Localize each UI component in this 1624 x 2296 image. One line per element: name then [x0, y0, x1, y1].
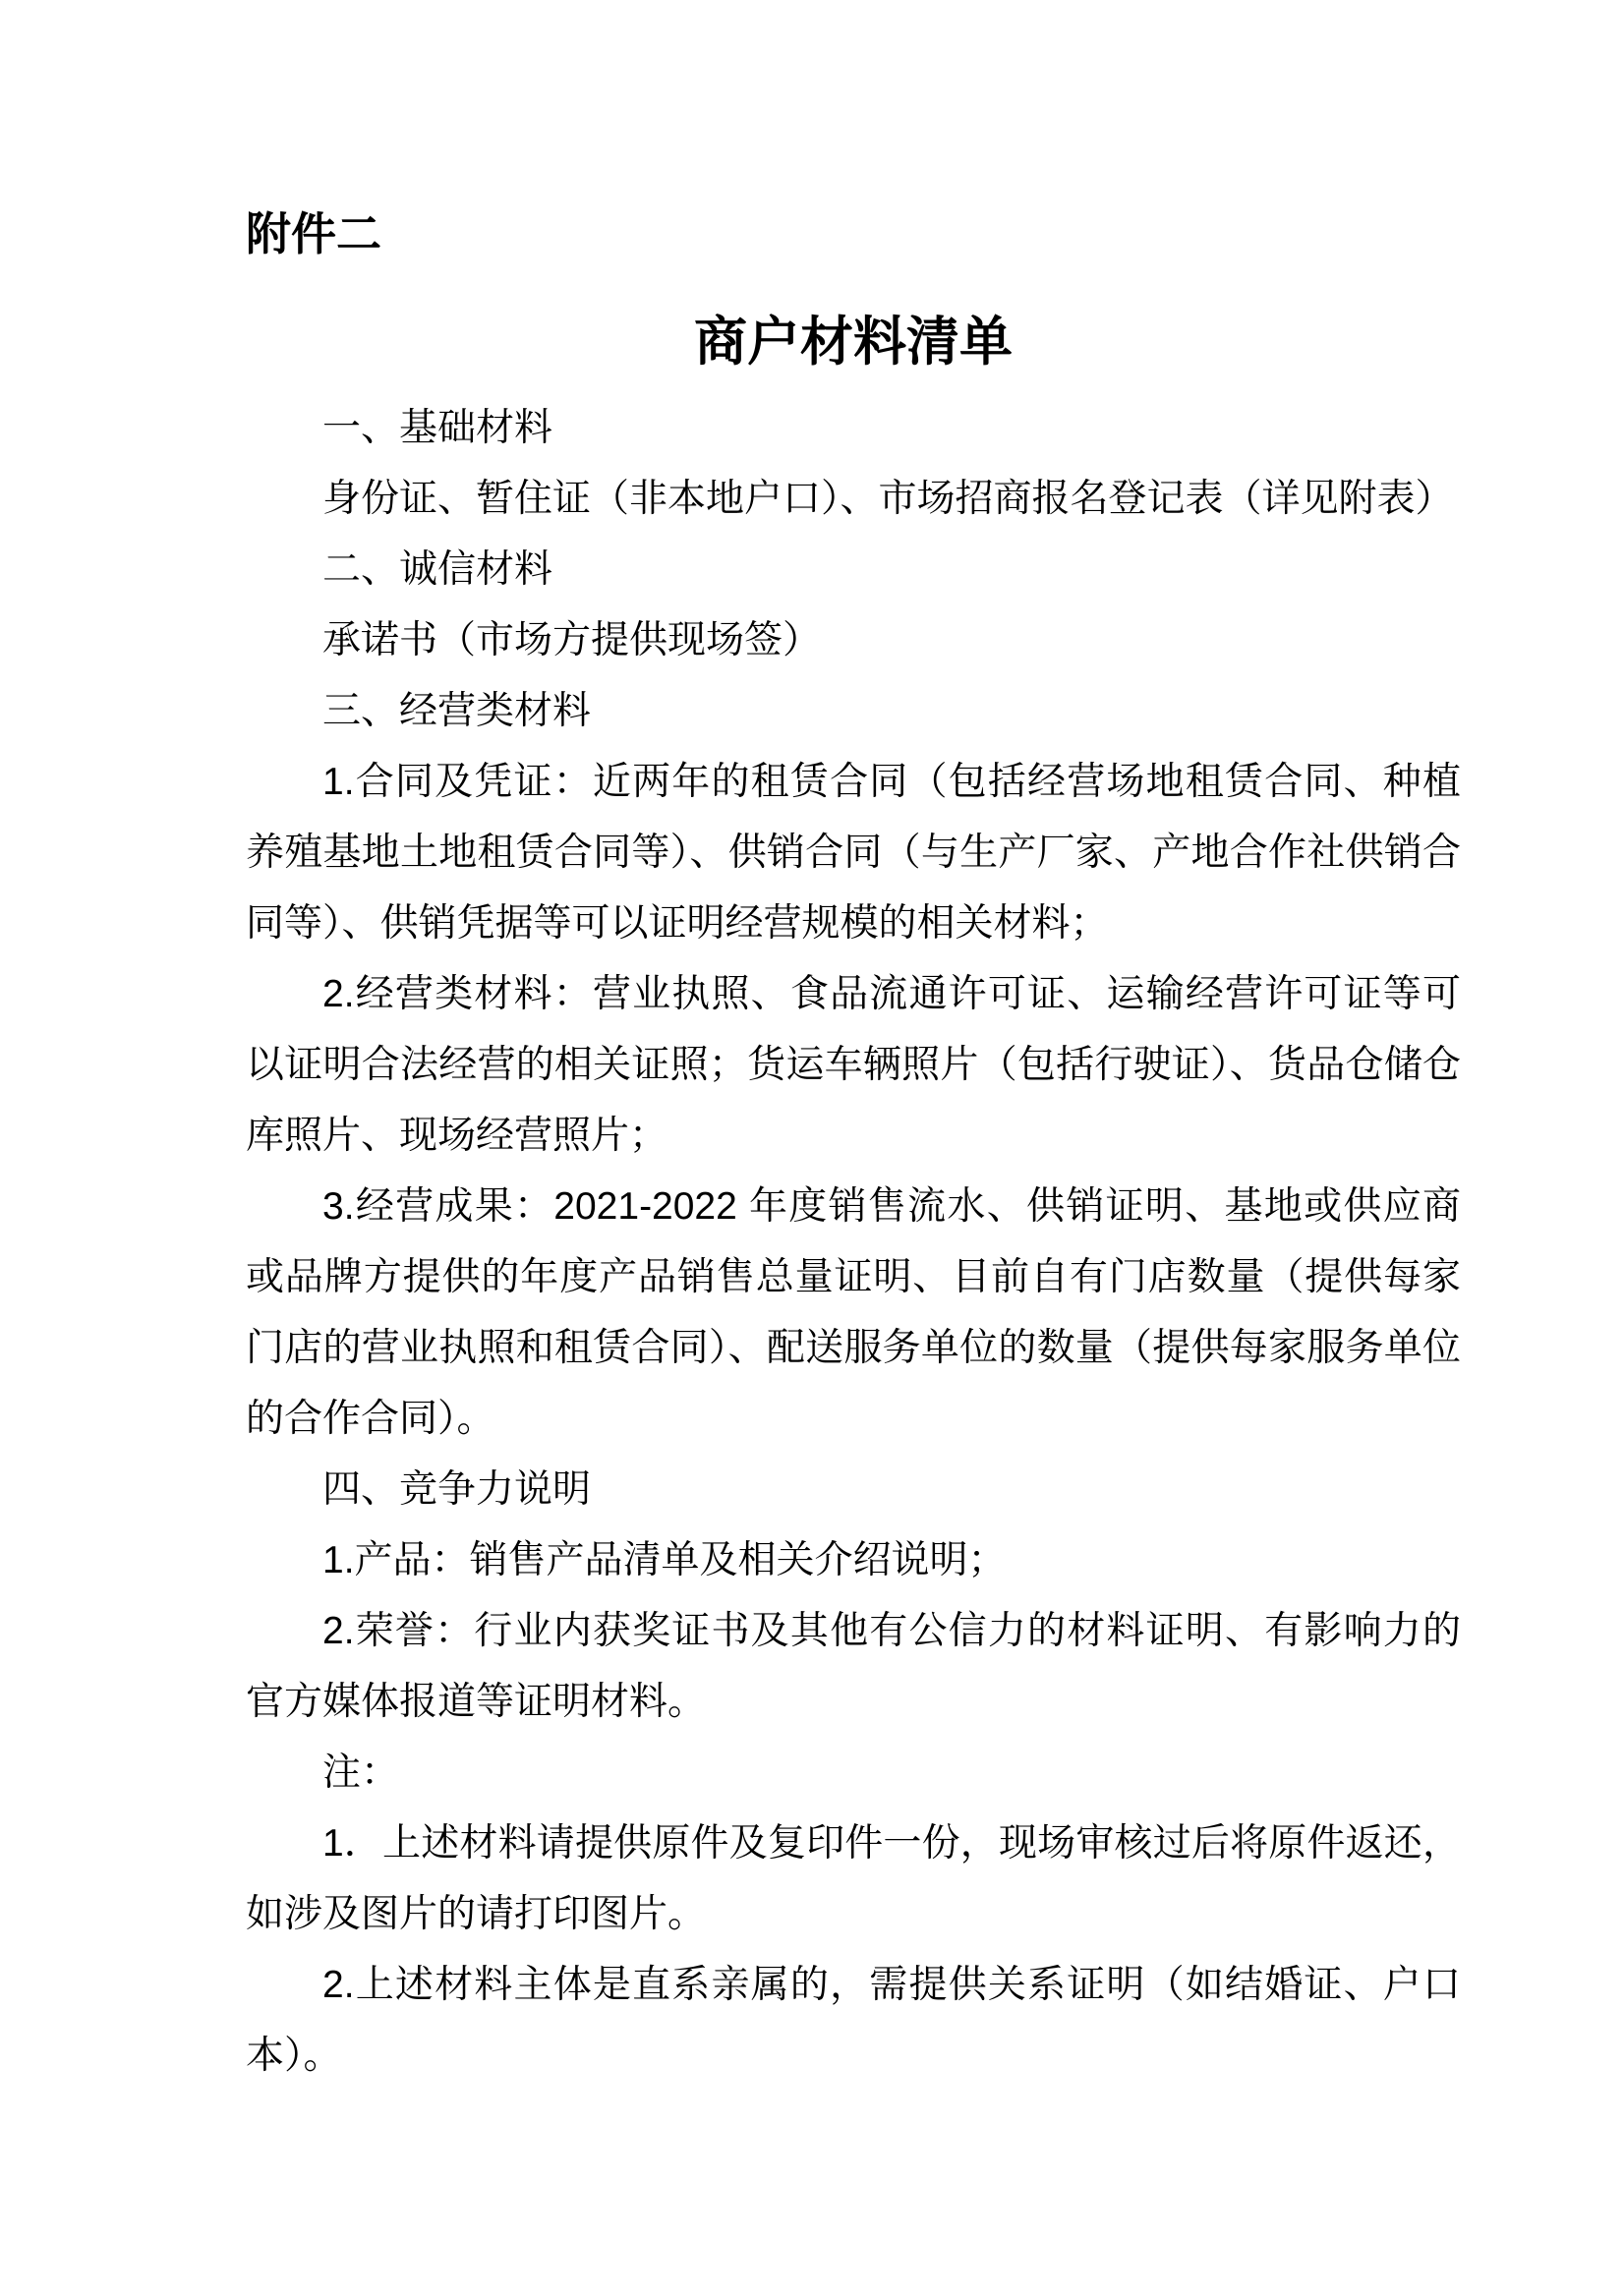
attachment-label: 附件二 — [246, 208, 381, 259]
paragraph: 承诺书（市场方提供现场签） — [322, 619, 822, 661]
section-heading: 一、基础材料 — [322, 407, 553, 449]
paragraph: 2.经营类材料：营业执照、食品流通许可证、运输经营许可证等可以证明合法经营的相关证照；货运车辆照片（包括行驶证）、货品仓储仓库照片、现场经营照片； — [246, 973, 1461, 1157]
paragraph: 2.上述材料主体是直系亲属的，需提供关系证明（如结婚证、户口本）。 — [246, 1964, 1461, 2077]
notes-heading: 注： — [322, 1751, 400, 1794]
paragraph: 1.产品：销售产品清单及相关介绍说明； — [322, 1539, 1007, 1581]
paragraph: 2.荣誉：行业内获奖证书及其他有公信力的材料证明、有影响力的官方媒体报道等证明材料。 — [246, 1610, 1461, 1723]
paragraph: 1.合同及凭证：近两年的租赁合同（包括经营场地租赁合同、种植养殖基地土地租赁合同等）、供销合同（与生产厂家、产地合作社供销合同等）、供销凭据等可以证明经营规模的相关材料； — [246, 761, 1461, 945]
section-heading: 二、诚信材料 — [322, 548, 553, 591]
section-heading: 三、经营类材料 — [322, 690, 592, 732]
page-title: 商户材料清单 — [694, 313, 1013, 372]
paragraph: 身份证、暂住证（非本地户口）、市场招商报名登记表（详见附表） — [322, 478, 1454, 520]
paragraph: 1．上述材料请提供原件及复印件一份，现场审核过后将原件返还，如涉及图片的请打印图片。 — [246, 1822, 1461, 1935]
section-heading: 四、竞争力说明 — [322, 1468, 592, 1511]
document-body — [246, 393, 1461, 2092]
paragraph: 3.经营成果：2021-2022 年度销售流水、供销证明、基地或供应商或品牌方提供的年度产品销售总量证明、目前自有门店数量（提供每家门店的营业执照和租赁合同）、配送服务单位的数量（提供每家服务单位的合作合同）。 — [246, 1185, 1461, 1440]
